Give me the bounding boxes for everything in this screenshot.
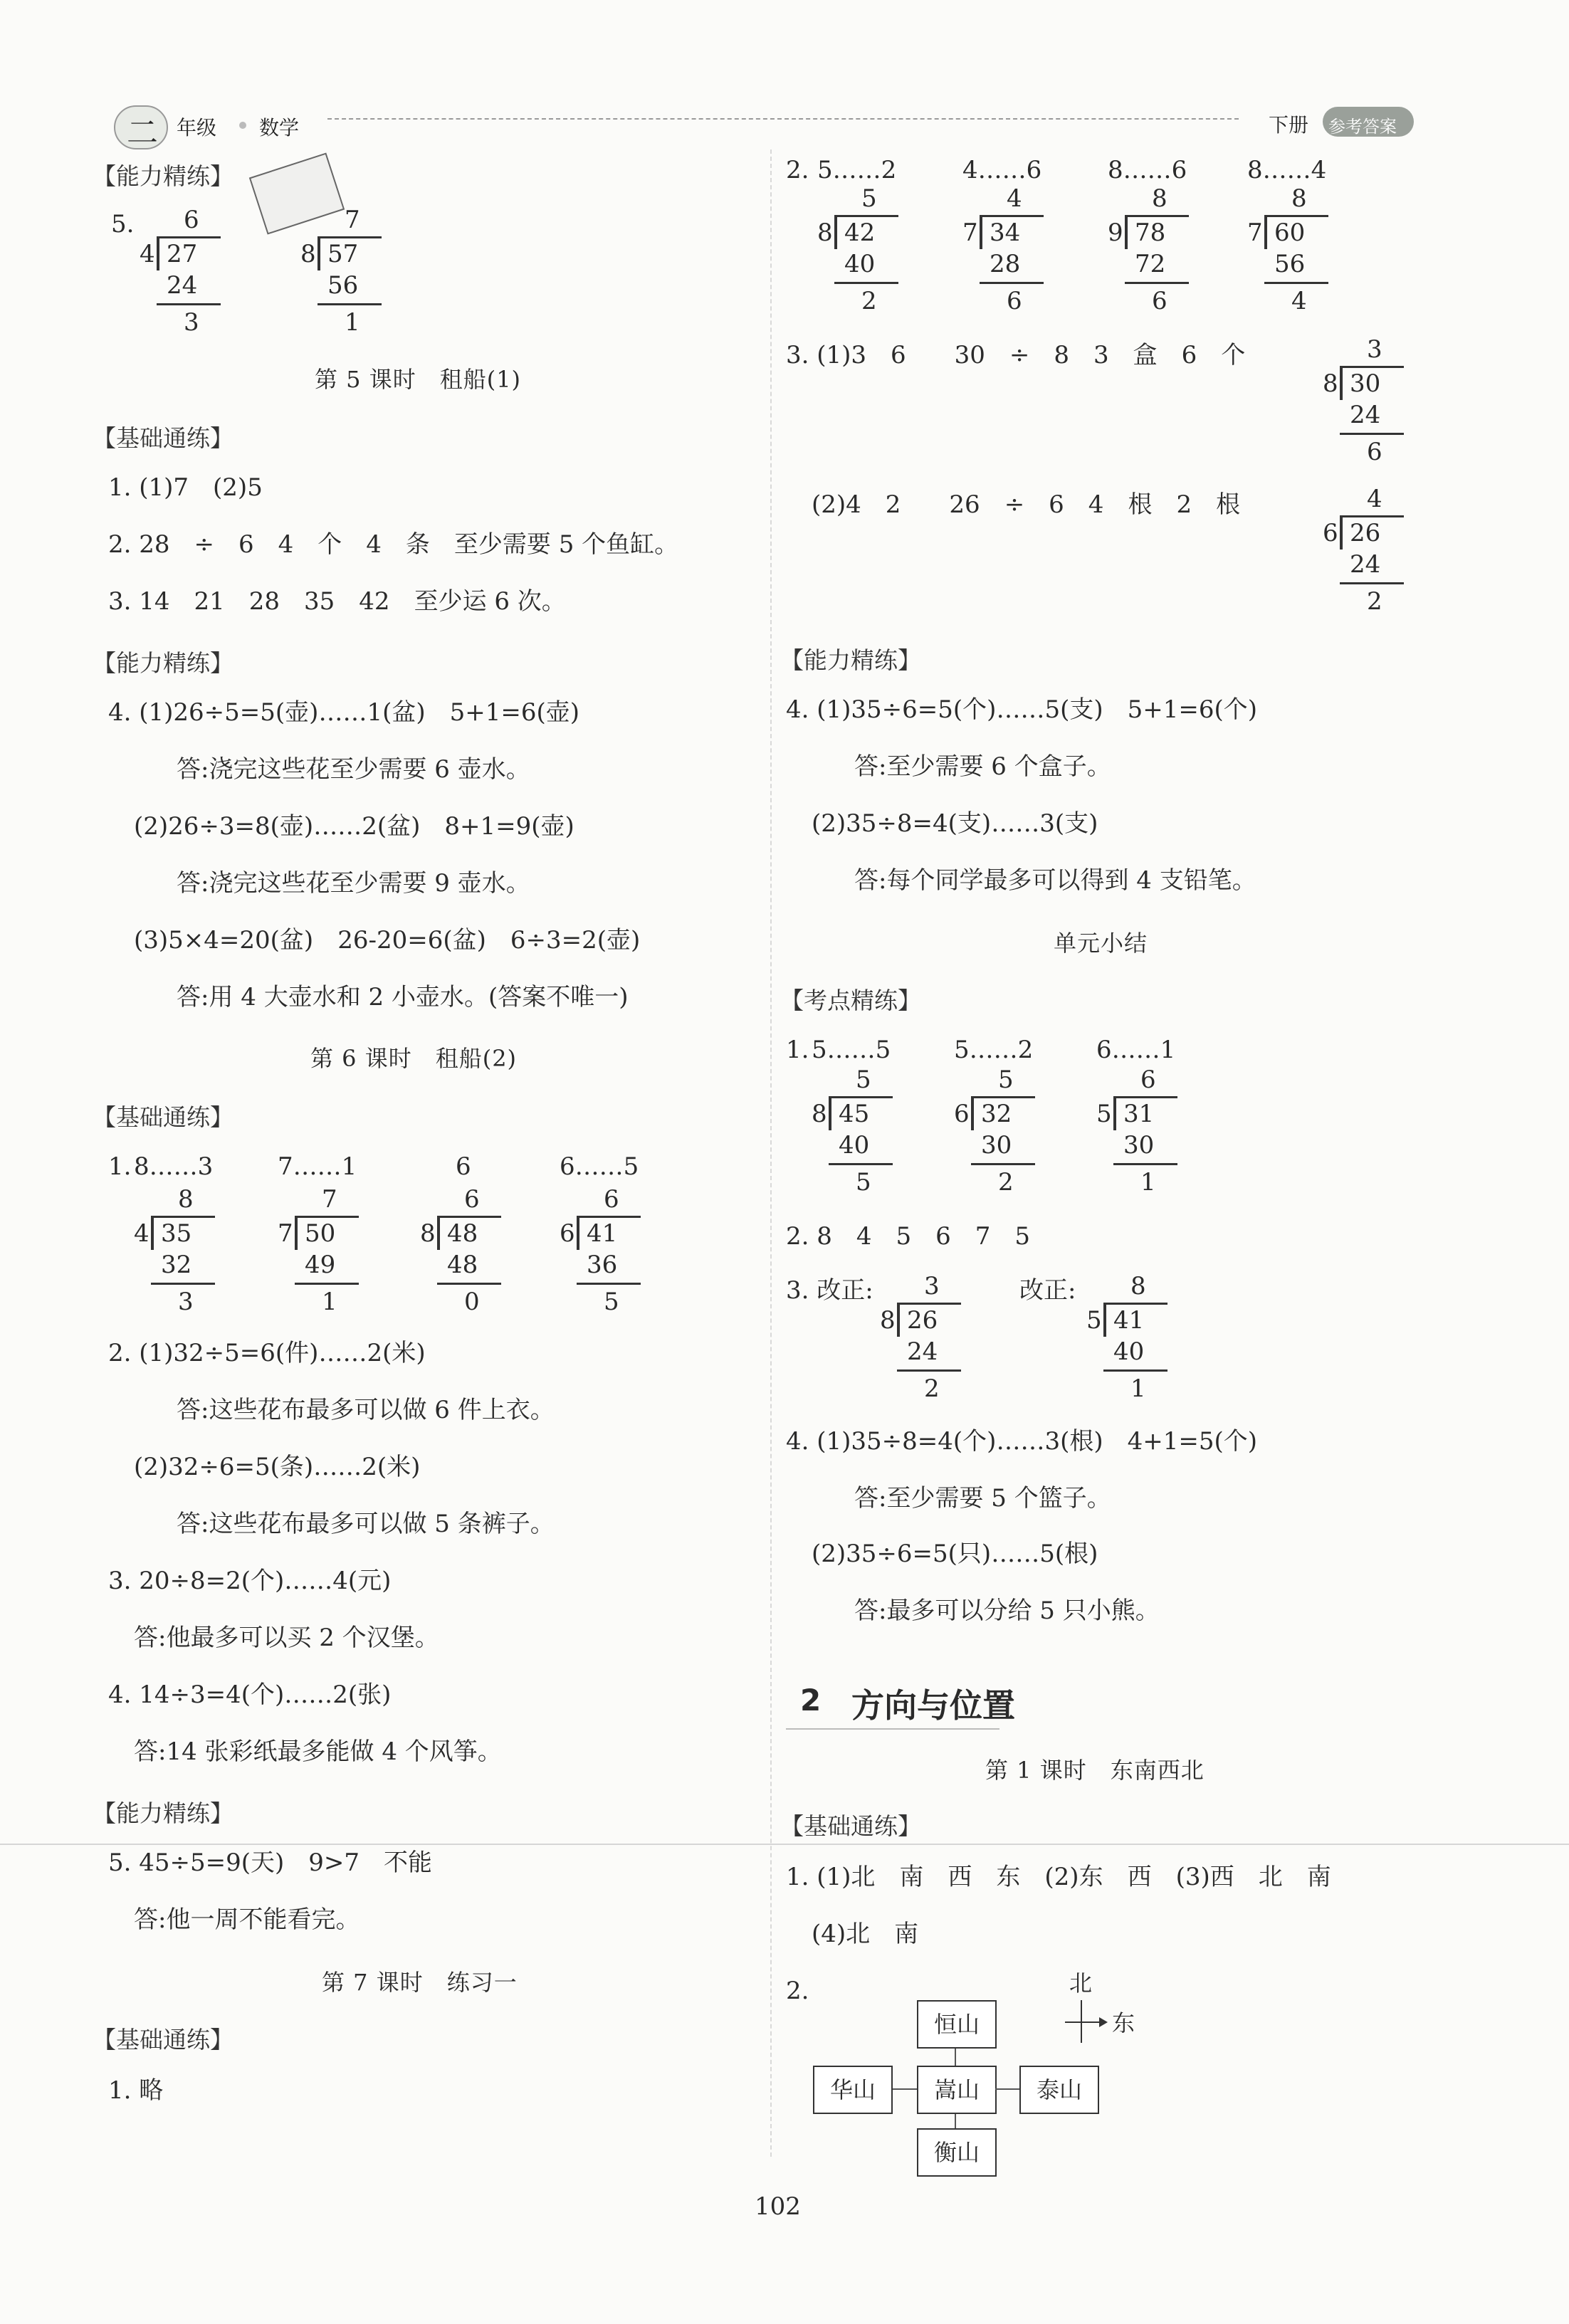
r-q3a-remainder: 6 <box>1367 438 1382 466</box>
l6-1-2-dividend: 48 <box>447 1219 478 1248</box>
r-q3a-division <box>1323 337 1422 480</box>
map-south-box: 衡山 <box>917 2128 997 2177</box>
r-q3b-divisor: 6 <box>1323 519 1338 547</box>
r-u4b: (2)35÷6=5(只)……5(根) <box>812 1540 1098 1568</box>
r-q2-1-bracket <box>980 215 982 249</box>
r-u3-1-product: 40 <box>1113 1337 1145 1366</box>
r-q2-3-division <box>1247 186 1347 329</box>
r-q4b-ans: 答:每个同学最多可以得到 4 支铅笔。 <box>854 866 1256 895</box>
section-ability-2: 【能力精练】 <box>93 1799 233 1827</box>
l6-1-1-product: 49 <box>305 1251 336 1279</box>
r-q3b-division <box>1323 487 1422 629</box>
compass-north: 北 <box>1069 1970 1093 1997</box>
section-basic-3: 【基础通练】 <box>93 2026 233 2054</box>
l6-2a: 2. (1)32÷5=6(件)……2(米) <box>108 1339 426 1367</box>
l6-2b-ans: 答:这些花布最多可以做 5 条裤子。 <box>177 1510 555 1538</box>
grade-char: 二 <box>127 115 158 151</box>
r-q2-1-remainder: 6 <box>1007 287 1022 315</box>
page-number: 102 <box>755 2192 801 2221</box>
r-q3a-vinculum <box>1340 366 1404 368</box>
r-u3-1-divisor: 5 <box>1086 1306 1102 1335</box>
r-q3b-vinculum <box>1340 515 1404 517</box>
r-u1-0-vinculum <box>829 1096 893 1098</box>
r-q2-0-sub-line <box>834 282 898 284</box>
r-q2-0-bracket <box>834 215 837 249</box>
r-u1-1-vinculum <box>971 1096 1035 1098</box>
l6-1-0-sub-line <box>151 1283 215 1285</box>
r-u3-0-divisor: 8 <box>880 1306 896 1335</box>
r-section-exam: 【考点精练】 <box>780 987 921 1014</box>
r-q2-2-divisor: 9 <box>1108 219 1123 247</box>
dot-icon <box>239 122 246 129</box>
r-q2-3-remainder: 4 <box>1291 287 1307 315</box>
chapter-title: 方向与位置 <box>851 1686 1015 1725</box>
r-lesson1-title: 第 1 课时 东南西北 <box>985 1757 1205 1784</box>
lesson7-title: 第 7 课时 练习一 <box>322 1969 518 1996</box>
r-u3-0-bracket <box>897 1303 900 1337</box>
r-section-basic: 【基础通练】 <box>780 1812 921 1840</box>
r-q2-0-product: 40 <box>844 250 876 278</box>
r-u1-1-sub-line <box>971 1163 1035 1165</box>
r-u3-label: 3. 改正: <box>786 1276 873 1305</box>
l6-1-2-vinculum <box>437 1216 501 1218</box>
section-ability-1: 【能力精练】 <box>93 649 233 677</box>
r-u2: 2. 8 4 5 6 7 5 <box>786 1222 1031 1251</box>
l6-5-ans: 答:他一周不能看完。 <box>134 1905 360 1934</box>
q5-1-sub-line <box>318 303 382 305</box>
l6-1-2-bracket <box>437 1216 440 1250</box>
r-q2-label: 2. <box>786 156 809 184</box>
r-q2-0-division <box>817 186 917 329</box>
l5-2: 2. 28 ÷ 6 4 个 4 条 至少需要 5 个鱼缸。 <box>108 530 679 559</box>
l6-1-2-divisor: 8 <box>420 1219 436 1248</box>
r-u1-0-remainder: 5 <box>856 1168 871 1197</box>
r-u3-0-vinculum <box>897 1303 961 1305</box>
l6-1-0-divisor: 4 <box>134 1219 149 1248</box>
r-u3-0-remainder: 2 <box>924 1374 940 1403</box>
l6-1-head-0: 8……3 <box>134 1152 214 1181</box>
r-q3b-remainder: 2 <box>1367 587 1382 616</box>
r-q3a-sub-line <box>1340 433 1404 435</box>
unit-summary-title: 单元小结 <box>1054 930 1148 957</box>
map-line-west <box>893 2088 917 2090</box>
l6-1-3-dividend: 41 <box>587 1219 618 1248</box>
r-c2-label: 2. <box>786 1977 809 2005</box>
r-u1-2-quotient: 6 <box>1140 1066 1156 1094</box>
r-u1-0-bracket <box>829 1096 831 1130</box>
l6-2a-ans: 答:这些花布最多可以做 6 件上衣。 <box>177 1396 555 1424</box>
r-u1-label: 1. <box>786 1036 809 1064</box>
r-q2-2-division <box>1108 186 1207 329</box>
l5-4b-ans: 答:浇完这些花至少需要 9 壶水。 <box>177 869 530 898</box>
q5-0-bracket <box>157 236 159 270</box>
r-q2-1-division <box>962 186 1062 329</box>
l6-1-3-sub-line <box>577 1283 641 1285</box>
l6-1-3-vinculum <box>577 1216 641 1218</box>
map-west-box: 华山 <box>813 2066 893 2114</box>
l6-1-0-division <box>134 1187 233 1330</box>
l6-1-1-remainder: 1 <box>322 1288 337 1316</box>
map-north-box: 恒山 <box>917 2000 997 2049</box>
r-u1-1-quotient: 5 <box>998 1066 1014 1094</box>
q5-1-division <box>300 208 400 350</box>
l6-1-3-bracket <box>577 1216 579 1250</box>
r-q3a: 3. (1)3 6 30 ÷ 8 3 盒 6 个 <box>786 341 1246 369</box>
r-u1-head-0: 5……5 <box>812 1036 891 1064</box>
l6-1-3-divisor: 6 <box>560 1219 575 1248</box>
q5-label: 5. <box>111 210 135 238</box>
l6-1-3-product: 36 <box>587 1251 618 1279</box>
l5-4c: (3)5×4=20(盆) 26-20=6(盆) 6÷3=2(壶) <box>134 926 641 955</box>
compass-horizontal <box>1065 2021 1101 2023</box>
answer-badge-text: 参考答案 <box>1328 117 1397 137</box>
fold-line <box>0 1844 1569 1845</box>
section-basic-1: 【基础通练】 <box>93 424 233 452</box>
l6-1-head-2: 6 <box>456 1152 471 1181</box>
r-u1-1-divisor: 6 <box>954 1100 970 1128</box>
r-q2-3-product: 56 <box>1274 250 1306 278</box>
r-u4a: 4. (1)35÷8=4(个)……3(根) 4+1=5(个) <box>786 1427 1258 1456</box>
r-u1-0-sub-line <box>829 1163 893 1165</box>
r-u3-label2: 改正: <box>1019 1276 1076 1305</box>
map-east-box: 泰山 <box>1019 2066 1099 2114</box>
l6-1-3-quotient: 6 <box>604 1185 619 1214</box>
q5-0-division <box>140 208 239 350</box>
r-u1-0-product: 40 <box>839 1131 870 1160</box>
r-q2-2-quotient: 8 <box>1152 184 1167 213</box>
r-q4b: (2)35÷8=4(支)……3(支) <box>812 809 1098 838</box>
r-q2-2-product: 72 <box>1135 250 1166 278</box>
r-u1-2-divisor: 5 <box>1096 1100 1112 1128</box>
r-q3b-dividend: 26 <box>1350 519 1381 547</box>
l6-2b: (2)32÷6=5(条)……2(米) <box>134 1453 421 1481</box>
l6-1-1-divisor: 7 <box>278 1219 293 1248</box>
r-u3-0-product: 24 <box>907 1337 938 1366</box>
q5-0-remainder: 3 <box>184 308 199 337</box>
r-q2-1-product: 28 <box>990 250 1021 278</box>
r-u1-1-dividend: 32 <box>981 1100 1012 1128</box>
r-q2-head-0: 5……2 <box>817 156 897 184</box>
map-line-north <box>955 2049 956 2066</box>
r-q2-2-dividend: 78 <box>1135 219 1166 247</box>
r-q3a-bracket <box>1340 366 1343 400</box>
r-u1-0-quotient: 5 <box>856 1066 871 1094</box>
r-q2-2-bracket <box>1125 215 1128 249</box>
lesson5-title: 第 5 课时 租船(1) <box>315 366 522 393</box>
l6-1-2-product: 48 <box>447 1251 478 1279</box>
l5-4c-ans: 答:用 4 大壶水和 2 小壶水。(答案不唯一) <box>177 983 629 1011</box>
r-q2-head-3: 8……4 <box>1247 156 1327 184</box>
q5-1-divisor: 8 <box>300 240 316 268</box>
q5-0-product: 24 <box>167 271 198 300</box>
l6-1-2-sub-line <box>437 1283 501 1285</box>
r-u1-1-bracket <box>971 1096 974 1130</box>
r-u1-1-product: 30 <box>981 1131 1012 1160</box>
column-divider <box>770 149 772 2157</box>
r-q2-1-dividend: 34 <box>990 219 1021 247</box>
map-line-south <box>955 2114 956 2128</box>
q5-0-sub-line <box>157 303 221 305</box>
r-q2-0-vinculum <box>834 215 898 217</box>
r-q2-1-quotient: 4 <box>1007 184 1022 213</box>
r-q3b: (2)4 2 26 ÷ 6 4 根 2 根 <box>812 490 1241 519</box>
r-u3-0-division <box>880 1274 980 1416</box>
r-q3a-product: 24 <box>1350 401 1381 429</box>
r-q2-0-divisor: 8 <box>817 219 833 247</box>
r-q2-3-dividend: 60 <box>1274 219 1306 247</box>
l6-4: 4. 14÷3=4(个)……2(张) <box>108 1681 392 1709</box>
l6-1-1-dividend: 50 <box>305 1219 336 1248</box>
subject-label: 数学 <box>259 116 300 140</box>
q5-0-dividend: 27 <box>167 240 198 268</box>
l6-1-0-remainder: 3 <box>178 1288 194 1316</box>
l6-3-ans: 答:他最多可以买 2 个汉堡。 <box>134 1624 439 1652</box>
r-u1-1-division <box>954 1068 1054 1210</box>
r-u1-0-division <box>812 1068 911 1210</box>
l6-1-1-bracket <box>295 1216 298 1250</box>
r-c1a: 1. (1)北 南 西 东 (2)东 西 (3)西 北 南 <box>786 1863 1331 1891</box>
map-line-east <box>995 2088 1019 2090</box>
l6-1-2-remainder: 0 <box>464 1288 480 1316</box>
r-q2-0-quotient: 5 <box>861 184 877 213</box>
r-u1-head-1: 5……2 <box>954 1036 1034 1064</box>
r-q2-1-vinculum <box>980 215 1044 217</box>
l7-1: 1. 略 <box>108 2076 164 2105</box>
r-q3a-divisor: 8 <box>1323 369 1338 398</box>
r-q4a-ans: 答:至少需要 6 个盒子。 <box>854 752 1111 781</box>
r-u4a-ans: 答:至少需要 5 个篮子。 <box>854 1484 1111 1513</box>
r-u3-1-vinculum <box>1103 1303 1167 1305</box>
r-u3-0-quotient: 3 <box>924 1272 940 1300</box>
q5-1-vinculum <box>318 236 382 238</box>
q5-0-vinculum <box>157 236 221 238</box>
section-ability-top: 【能力精练】 <box>93 162 233 190</box>
r-q2-0-remainder: 2 <box>861 287 877 315</box>
l6-1-0-dividend: 35 <box>161 1219 192 1248</box>
r-q2-3-quotient: 8 <box>1291 184 1307 213</box>
chapter-number: 2 <box>800 1683 822 1718</box>
r-q2-3-divisor: 7 <box>1247 219 1263 247</box>
l6-1-2-division <box>420 1187 520 1330</box>
r-u3-1-sub-line <box>1103 1369 1167 1372</box>
section-basic-2: 【基础通练】 <box>93 1103 233 1131</box>
grade-label: 年级 <box>177 116 217 140</box>
r-u1-2-vinculum <box>1113 1096 1177 1098</box>
compass-arrow-icon <box>1099 2017 1108 2027</box>
r-q2-head-2: 8……6 <box>1108 156 1187 184</box>
l5-4a-ans: 答:浇完这些花至少需要 6 壶水。 <box>177 755 530 784</box>
l6-1-2-quotient: 6 <box>464 1185 480 1214</box>
r-u3-0-sub-line <box>897 1369 961 1372</box>
q5-0-divisor: 4 <box>140 240 155 268</box>
compass-east: 东 <box>1112 2009 1135 2036</box>
r-u1-2-bracket <box>1113 1096 1116 1130</box>
q5-1-dividend: 57 <box>327 240 359 268</box>
r-section-ability: 【能力精练】 <box>780 646 921 674</box>
r-u1-0-dividend: 45 <box>839 1100 870 1128</box>
volume-label: 下册 <box>1269 113 1309 137</box>
r-u1-1-remainder: 2 <box>998 1168 1014 1197</box>
r-q2-3-sub-line <box>1264 282 1328 284</box>
r-u1-2-dividend: 31 <box>1123 1100 1155 1128</box>
l6-1-0-vinculum <box>151 1216 215 1218</box>
r-q2-2-vinculum <box>1125 215 1189 217</box>
r-u3-0-dividend: 26 <box>907 1306 938 1335</box>
l6-1-1-vinculum <box>295 1216 359 1218</box>
r-u1-2-sub-line <box>1113 1163 1177 1165</box>
l6-1-label: 1. <box>108 1152 132 1181</box>
l6-1-head-3: 6……5 <box>560 1152 639 1181</box>
r-q2-3-vinculum <box>1264 215 1328 217</box>
r-q3b-bracket <box>1340 515 1343 550</box>
r-u3-1-remainder: 1 <box>1130 1374 1146 1403</box>
r-u3-1-quotient: 8 <box>1130 1272 1146 1300</box>
l6-1-0-product: 32 <box>161 1251 192 1279</box>
r-q4a: 4. (1)35÷6=5(个)……5(支) 5+1=6(个) <box>786 695 1258 724</box>
q5-1-bracket <box>318 236 320 270</box>
r-q2-3-bracket <box>1264 215 1267 249</box>
l6-1-head-1: 7……1 <box>278 1152 357 1181</box>
r-q2-2-sub-line <box>1125 282 1189 284</box>
l5-4b: (2)26÷3=8(壶)……2(盆) 8+1=9(壶) <box>134 812 574 841</box>
r-u3-1-division <box>1086 1274 1186 1416</box>
l5-1: 1. (1)7 (2)5 <box>108 473 263 502</box>
r-q3b-product: 24 <box>1350 550 1381 579</box>
q5-0-quotient: 6 <box>184 206 199 234</box>
r-q3a-quotient: 3 <box>1367 335 1382 364</box>
r-u1-2-remainder: 1 <box>1140 1168 1156 1197</box>
l6-1-0-quotient: 8 <box>178 1185 194 1214</box>
r-u4b-ans: 答:最多可以分给 5 只小熊。 <box>854 1597 1160 1625</box>
l6-1-1-sub-line <box>295 1283 359 1285</box>
l5-4a: 4. (1)26÷5=5(壶)……1(盆) 5+1=6(壶) <box>108 698 580 727</box>
r-q2-head-1: 4……6 <box>962 156 1042 184</box>
l6-1-1-division <box>278 1187 377 1330</box>
r-u1-0-divisor: 8 <box>812 1100 827 1128</box>
r-q3b-quotient: 4 <box>1367 485 1382 513</box>
map-center-box: 嵩山 <box>917 2066 997 2114</box>
l6-1-3-division <box>560 1187 659 1330</box>
r-u1-2-product: 30 <box>1123 1131 1155 1160</box>
l6-1-0-bracket <box>151 1216 154 1250</box>
r-u3-1-bracket <box>1103 1303 1106 1337</box>
l6-4-ans: 答:14 张彩纸最多能做 4 个风筝。 <box>134 1737 502 1766</box>
r-u3-1-dividend: 41 <box>1113 1306 1145 1335</box>
q5-1-remainder: 1 <box>345 308 360 337</box>
r-q2-2-remainder: 6 <box>1152 287 1167 315</box>
q5-1-quotient: 7 <box>345 206 360 234</box>
l6-1-1-quotient: 7 <box>322 1185 337 1214</box>
r-q2-0-dividend: 42 <box>844 219 876 247</box>
r-q3a-dividend: 30 <box>1350 369 1381 398</box>
l6-5: 5. 45÷5=9(天) 9>7 不能 <box>108 1849 433 1877</box>
l5-3: 3. 14 21 28 35 42 至少运 6 次。 <box>108 587 566 616</box>
lesson6-title: 第 6 课时 租船(2) <box>310 1045 518 1072</box>
r-u1-head-2: 6……1 <box>1096 1036 1176 1064</box>
r-q2-1-sub-line <box>980 282 1044 284</box>
chapter-rule <box>786 1728 999 1730</box>
header-rule <box>327 118 1239 120</box>
r-q3b-sub-line <box>1340 582 1404 584</box>
l6-3: 3. 20÷8=2(个)……4(元) <box>108 1567 392 1595</box>
r-c1b: (4)北 南 <box>812 1920 919 1948</box>
l6-1-3-remainder: 5 <box>604 1288 619 1316</box>
r-u1-2-division <box>1096 1068 1196 1210</box>
q5-1-product: 56 <box>327 271 359 300</box>
r-q2-1-divisor: 7 <box>962 219 978 247</box>
